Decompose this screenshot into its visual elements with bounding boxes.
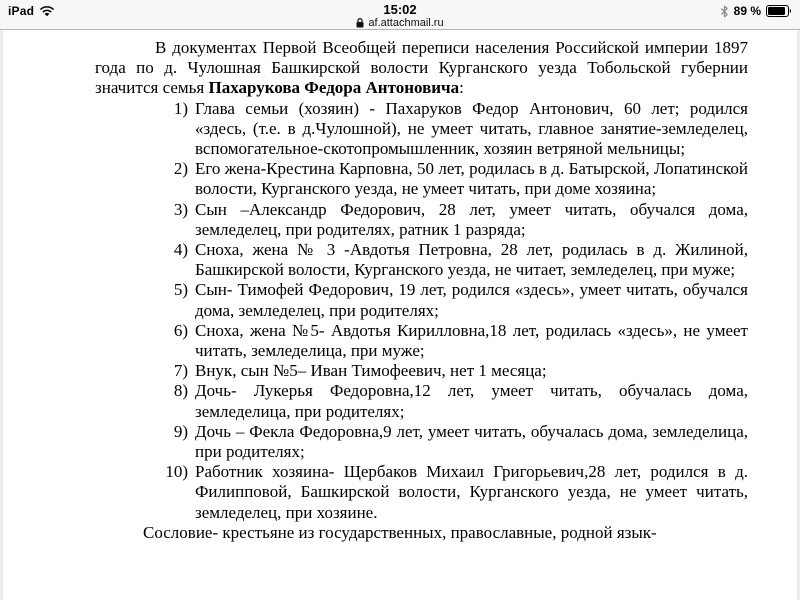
item-number: 3): [173, 199, 188, 219]
list-item: [95, 159, 748, 199]
intro-colon: :: [459, 78, 464, 98]
item-number: 9): [173, 421, 188, 441]
item-text: Дочь – Фекла Федоровна,9 лет, умеет читать, обучалась дома, земледелица, при родителях;: [195, 421, 748, 462]
item-number: 1): [173, 98, 188, 118]
item-text: Работник хозяина- Щербаков Михаил Григорьевич,28 лет, родился в д. Филипповой, Башкирской волости, Курганского уезда, не умеет читать, земледелец, при хозяине.: [195, 462, 748, 522]
item-text: Сын –Александр Федорович, 28 лет, умеет читать, обучался дома, земледелец, при родителях, ратник 1 разряда;: [195, 199, 748, 239]
device-label: iPad: [8, 4, 35, 18]
page-left-edge: [0, 30, 3, 600]
item-text: Сноха, жена № 3 -Авдотья Петровна, 28 лет, родилась в д. Жилиной, Башкирской волости, Курганского уезда, не читает, земледелец, при муже;: [195, 240, 748, 280]
item-number: 10): [165, 462, 188, 482]
list-item: [95, 361, 748, 381]
document-page: [0, 30, 800, 543]
item-number: 7): [173, 361, 188, 381]
address-bar[interactable]: [356, 17, 443, 29]
item-text: Сын- Тимофей Федорович, 19 лет, родился «здесь», умеет читать, обучался дома, земледелец, при родителях;: [195, 280, 748, 320]
census-list: [95, 99, 748, 523]
item-text: Глава семьи (хозяин) - Пахаруков Федор Антонович, 60 лет; родился «здесь, (т.е. в д.Чулошной), не умеет читать, главное занятие-земледелец, вспомогательное-скотопромышленник, хозяин ветряной мельницы;: [195, 98, 748, 159]
clock: 15:02: [383, 2, 417, 17]
item-text: Дочь- Лукерья Федоровна,12 лет, умеет читать, обучалась дома, земледелица, при родителях;: [195, 381, 748, 421]
item-number: 5): [173, 280, 188, 300]
list-item: [95, 422, 748, 462]
item-text: Его жена-Крестина Карповна, 50 лет, родилась в д. Батырской, Лопатинской волости, Курганского уезда, не умеет читать, при доме хозяина;: [195, 159, 748, 199]
item-text: Внук, сын №5– Иван Тимофеевич, нет 1 месяца;: [195, 361, 547, 381]
url-text: af.attachmail.ru: [368, 17, 444, 29]
item-number: 4): [173, 240, 188, 260]
list-item: [95, 280, 748, 320]
item-text: Сноха, жена №5- Авдотья Кирилловна,18 лет, родилась «здесь», не умеет читать, земледелица, при муже;: [195, 320, 748, 361]
list-item: [95, 200, 748, 240]
item-number: 2): [173, 159, 188, 179]
intro-paragraph: [95, 38, 748, 99]
estate-paragraph: Сословие- крестьяне из государственных, православные, родной язык-: [143, 522, 657, 542]
item-number: 6): [173, 320, 188, 340]
status-bar: [0, 0, 800, 30]
list-item: [95, 240, 748, 280]
list-item: [95, 381, 748, 421]
item-number: 8): [173, 381, 188, 401]
list-item: [95, 99, 748, 160]
battery-icon: [766, 5, 792, 17]
list-item: [95, 462, 748, 523]
battery-percent: 89 %: [733, 4, 761, 18]
family-name-bold: Пахарукова Федора Антоновича: [208, 78, 460, 98]
lock-icon: [356, 18, 364, 28]
intro-text: В документах Первой Всеобщей переписи населения Российской империи 1897 года по д. Чулошная Башкирской волости Курганского уезда Тобольской губернии значится семья: [95, 38, 748, 98]
list-item: [95, 321, 748, 361]
bluetooth-icon: [720, 5, 729, 18]
